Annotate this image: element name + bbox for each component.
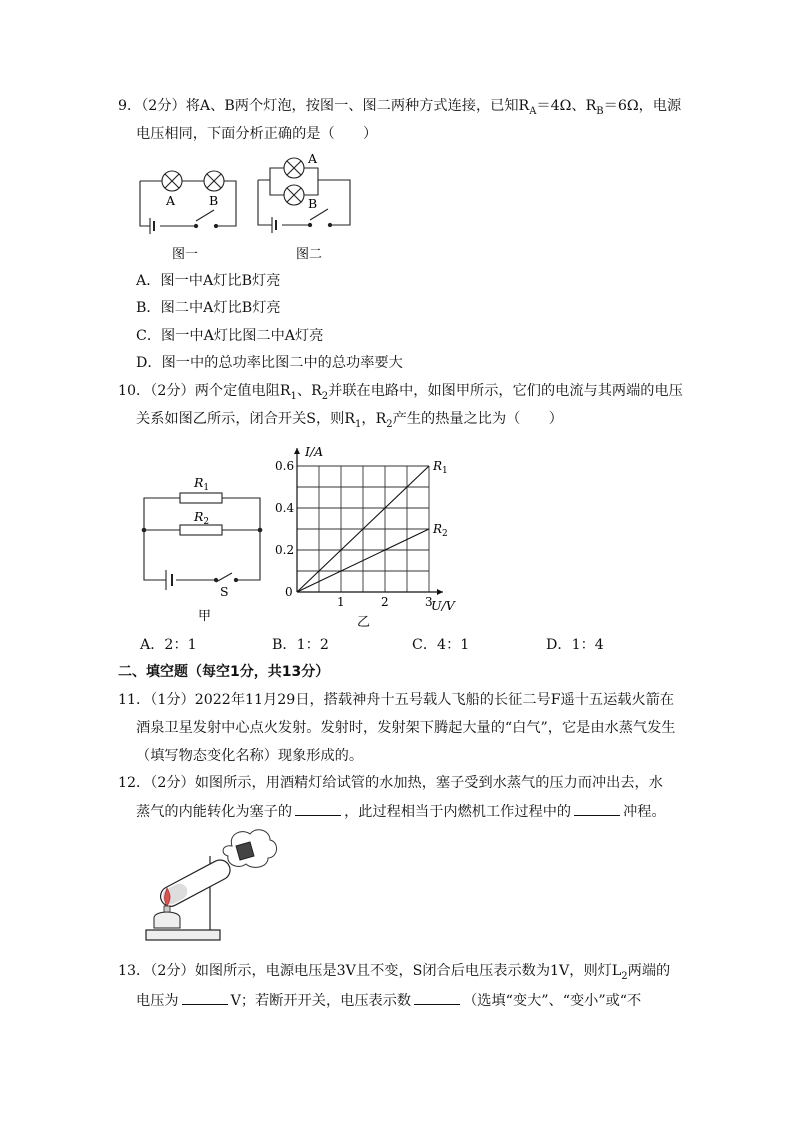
series-label-r2: $R_2$	[433, 522, 448, 539]
alcohol-lamp-icon	[154, 912, 180, 928]
q13-blank-1[interactable]	[182, 990, 228, 1005]
q13-line1: 13．（2分）如图所示，电源电压是3V且不变，S闭合后电压表示数为1V，则灯$L_2$两端的	[118, 963, 671, 982]
q12-figure-test-tube	[140, 826, 280, 948]
q9-line2: 电压相同，下面分析正确的是（ ）	[136, 126, 378, 142]
q9-line1: 9．（2分）将A、B两个灯泡，按图一、图二两种方式连接，已知$R_A=4\Omega$、$R_B=6\Omega$，电源	[118, 98, 682, 117]
jia-caption: 甲	[198, 609, 212, 624]
y-tick-label: 0.2	[275, 543, 295, 557]
q9-option-c: C．图一中A灯比图二中A灯亮	[136, 328, 324, 344]
fig1-label-a: A	[166, 193, 176, 208]
q12-blank-1[interactable]	[295, 801, 341, 816]
y-tick-label: 0.4	[275, 501, 295, 515]
fig1-caption: 图一	[172, 247, 199, 262]
q9-figure-1	[130, 160, 250, 262]
jia-r1-label: $R_1$	[194, 475, 210, 493]
q10-figure-jia	[136, 470, 268, 630]
q9-figure-2	[250, 148, 362, 262]
q10-line2: 关系如图乙所示，闭合开关S，则$R_1$，$R_2$产生的热量之比为（ ）	[136, 411, 563, 430]
fig2-label-a: A	[308, 151, 318, 166]
q12-blank-2[interactable]	[574, 801, 620, 816]
q10-option-a: A．2：1	[140, 637, 197, 653]
x-tick-label: 3	[425, 595, 433, 609]
jia-switch-label: S	[220, 584, 229, 599]
q10-option-c: C．4：1	[412, 637, 470, 653]
q10-line1: 10．（2分）两个定值电阻$R_1$、$R_2$并联在电路中，如图甲所示，它们的电流与其两端的电压	[118, 383, 683, 402]
q9-option-b: B．图二中A灯比B灯亮	[136, 300, 281, 316]
q11-line1: 11．（1分）2022年11月29日，搭载神舟十五号载人飞船的长征二号F遥十五运载火箭在	[118, 692, 675, 708]
fig1-label-b: B	[209, 193, 219, 208]
fig2-caption: 图二	[296, 247, 323, 262]
q10-option-b: B．1：2	[272, 637, 329, 653]
origin-label: 0	[285, 585, 293, 599]
q9-option-d: D．图一中的总功率比图二中的总功率要大	[136, 355, 403, 371]
series-label-r1: $R_1$	[433, 459, 448, 476]
x-axis-label: U/V	[431, 598, 455, 613]
y-tick-label: 0.6	[275, 459, 295, 473]
yi-caption: 乙	[357, 615, 371, 630]
q12-line2: 蒸气的内能转化为塞子的 ，此过程相当于内燃机工作过程中的 冲程。	[136, 801, 666, 822]
resistor-r1-icon	[180, 493, 222, 503]
q12-line1: 12．（2分）如图所示，用酒精灯给试管的水加热，塞子受到水蒸气的压力而冲出去，水	[118, 775, 663, 791]
x-tick-label: 2	[381, 595, 389, 609]
x-tick-label: 1	[337, 595, 345, 609]
y-axis-label: I/A	[305, 444, 324, 459]
q13-blank-2[interactable]	[414, 990, 460, 1005]
x-axis-arrow-icon	[437, 589, 443, 595]
y-axis-arrow-icon	[294, 448, 300, 454]
q11-line2: 酒泉卫星发射中心点火发射。发射时，发射架下腾起大量的“白气”，它是由水蒸气发生	[136, 720, 676, 736]
q13-line2: 电压为 V；若断开开关，电压表示数 （选填“变大”、“变小”或“不	[136, 990, 641, 1011]
q10-chart-yi	[275, 434, 460, 634]
q11-line3: （填写物态变化名称）现象形成的。	[136, 748, 364, 764]
section-heading: 二、填空题（每空1分，共13分）	[118, 664, 330, 680]
fig2-label-b: B	[308, 196, 318, 211]
jia-r2-label: $R_2$	[194, 509, 210, 527]
q10-option-d: D．1：4	[546, 637, 604, 653]
resistor-r2-icon	[180, 525, 222, 535]
q9-option-a: A．图一中A灯比B灯亮	[136, 273, 281, 289]
